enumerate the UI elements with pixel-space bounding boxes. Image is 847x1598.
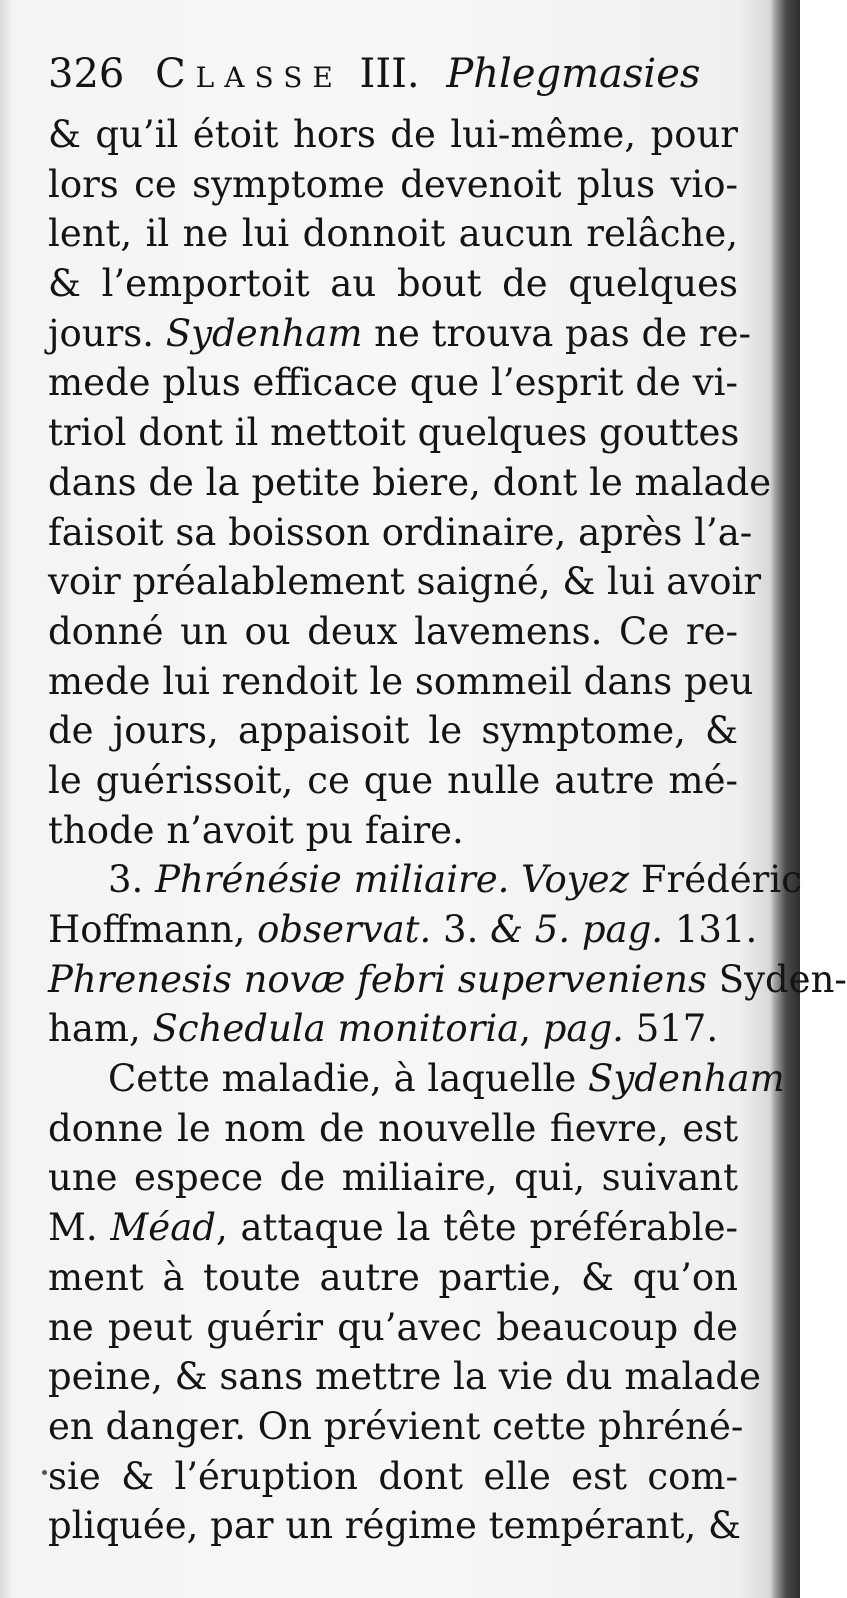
text-run: mede lui rendoit le sommeil dans peu: [48, 659, 754, 703]
text-line: [48, 408, 738, 458]
text-run: ne trouva pas de re-: [362, 311, 751, 355]
italic-run: observat.: [257, 908, 432, 951]
text-run: Cette maladie, à laquelle: [108, 1057, 589, 1101]
italic-run: Sydenham: [588, 1057, 785, 1101]
text-line: [48, 905, 758, 955]
text-line: [48, 209, 738, 259]
italic-run: & 5. pag.: [490, 908, 664, 951]
text-line: [48, 756, 738, 806]
text-line: [48, 806, 738, 856]
text-run: ham,: [48, 1007, 153, 1051]
text-line: [48, 557, 762, 607]
text-run: de jours, appaisoit le symptome, &: [48, 709, 738, 753]
text-line: [48, 607, 738, 657]
class-numeral: III.: [359, 51, 420, 97]
text-line: [48, 1153, 738, 1203]
text-run: 131.: [663, 908, 758, 951]
text-run: le guérissoit, ce que nulle autre mé-: [48, 758, 738, 802]
text-line: [48, 955, 847, 1005]
text-line: [48, 1402, 744, 1452]
text-run: thode n’avoit pu faire.: [48, 808, 464, 852]
text-run: M.: [48, 1206, 111, 1250]
italic-run: Méad: [110, 1206, 216, 1250]
running-header: [48, 46, 728, 102]
text-line: [48, 1203, 738, 1253]
text-run: lent, il ne lui donnoit aucun relâche,: [48, 212, 738, 256]
text-line: [48, 259, 738, 309]
text-line: [48, 160, 738, 210]
text-run: Syden-: [706, 957, 847, 1001]
italic-run: Schedula monitoria: [152, 1007, 520, 1051]
text-run: triol dont il mettoit quelques gouttes: [48, 411, 740, 455]
text-run: , attaque la tête préférable-: [215, 1206, 738, 1250]
text-run: faisoit sa boisson ordinaire, après l’a-: [48, 510, 753, 554]
text-line: [48, 110, 738, 160]
text-run: ,: [519, 1007, 543, 1051]
text-run: ment à toute autre partie, & qu’on: [48, 1255, 738, 1299]
text-run: lors ce symptome devenoit plus vio-: [48, 162, 738, 206]
paper-speck: [42, 1470, 47, 1475]
body-text: [48, 110, 847, 1551]
text-line: [48, 458, 772, 508]
page-spine-shadow: [776, 0, 800, 1598]
text-line: [48, 1054, 785, 1104]
italic-run: Phrénésie miliaire. Voyez: [155, 858, 630, 902]
text-run: sie & l’éruption dont elle est com-: [48, 1454, 738, 1498]
text-line: [48, 508, 753, 558]
text-run: pliquée, par un régime tempérant, &: [48, 1504, 741, 1548]
text-run: peine, & sans mettre la vie du malade: [48, 1355, 761, 1399]
text-run: & l’emportoit au bout de quelques: [48, 262, 738, 306]
page-number: 326: [48, 51, 125, 97]
text-line: [48, 706, 738, 756]
running-title: Phlegmasies: [446, 51, 701, 97]
text-run: voir préalablement saigné, & lui avoir: [48, 560, 762, 604]
text-run: dans de la petite biere, dont le malade: [48, 460, 772, 504]
italic-run: Sydenham: [165, 311, 363, 355]
text-line: [48, 1352, 761, 1402]
italic-run: pag.: [542, 1007, 624, 1051]
text-line: [48, 358, 738, 408]
class-label: Classe: [155, 51, 343, 97]
text-run: 3.: [108, 858, 156, 902]
text-line: [48, 1501, 741, 1551]
text-run: Frédéric: [629, 858, 802, 902]
text-line: [48, 855, 802, 905]
text-run: ne peut guérir qu’avec beaucoup de: [48, 1305, 738, 1349]
text-line: [48, 1303, 738, 1353]
text-line: [48, 1104, 738, 1154]
text-line: [48, 1253, 738, 1303]
text-run: donne le nom de nouvelle fievre, est: [48, 1106, 738, 1150]
text-line: [48, 657, 754, 707]
text-run: une espece de miliaire, qui, suivant: [48, 1156, 738, 1200]
text-run: Hoffmann,: [48, 908, 258, 951]
text-run: & qu’il étoit hors de lui-même, pour: [48, 113, 738, 156]
text-run: 3.: [431, 908, 491, 951]
italic-run: Phrenesis novæ febri superveniens: [48, 957, 707, 1001]
text-line: [48, 1452, 738, 1502]
text-line: [48, 309, 751, 359]
text-run: jours.: [48, 311, 166, 355]
text-run: en danger. On prévient cette phréné-: [48, 1404, 744, 1448]
text-run: 517.: [623, 1007, 719, 1051]
text-line: [48, 1004, 738, 1054]
text-run: donné un ou deux lavemens. Ce re-: [48, 609, 738, 653]
text-run: mede plus efficace que l’esprit de vi-: [48, 361, 738, 405]
